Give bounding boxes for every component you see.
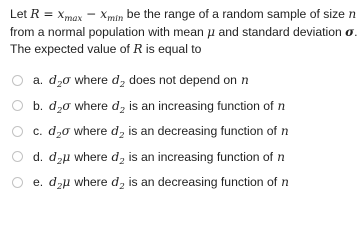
option-letter: d.	[33, 149, 44, 164]
variable-R: R	[133, 42, 143, 56]
option-where: where	[74, 73, 108, 88]
variable-n: n	[281, 175, 289, 190]
option-b[interactable]	[12, 93, 350, 119]
variable-n: n	[240, 73, 249, 88]
option-letter: c.	[33, 124, 43, 139]
option-a[interactable]	[12, 68, 350, 94]
question-line-2-text-a: from a normal population with mean	[10, 24, 204, 39]
question-line-3	[10, 41, 350, 59]
option-d2: $d_2$	[111, 98, 126, 116]
radio-button[interactable]	[12, 75, 23, 86]
option-letter: b.	[33, 98, 44, 113]
option-where: where	[74, 124, 108, 139]
radio-button[interactable]	[12, 177, 23, 188]
question-line-3-text-b: is equal to	[145, 42, 202, 56]
variable-n: n	[277, 149, 285, 164]
period: .	[354, 24, 358, 39]
radio-button[interactable]	[12, 126, 23, 137]
option-d2: $d_2$	[111, 124, 125, 142]
option-text: is an increasing function of	[129, 98, 274, 113]
question-line-2-text-b: and standard deviation	[218, 24, 342, 39]
question-line-1	[10, 6, 357, 24]
variable-mu: μ	[207, 24, 216, 39]
radio-button[interactable]	[12, 151, 23, 162]
variable-n: n	[280, 124, 289, 139]
question-line-1-text: be the range of a random sample of size	[126, 7, 345, 21]
equals-sign: =	[39, 7, 58, 21]
option-c[interactable]	[12, 119, 350, 145]
option-d2: $d_2$	[111, 149, 125, 167]
option-letter: e.	[33, 175, 44, 190]
variable-n: n	[277, 98, 286, 113]
option-where: where	[74, 175, 108, 190]
x-min: $x_{min}$	[100, 7, 124, 24]
option-d[interactable]	[12, 144, 350, 170]
variable-R: R	[30, 7, 40, 21]
option-text: is an increasing function of	[128, 149, 274, 164]
option-letter: a.	[33, 73, 44, 88]
option-text: is an decreasing function of	[128, 124, 277, 139]
option-expression: $d_2\mu$	[49, 175, 71, 193]
option-text: does not depend on	[129, 73, 237, 88]
question-line-2	[10, 24, 358, 42]
minus-sign: −	[82, 7, 101, 21]
answer-options	[10, 68, 350, 196]
option-expression: $d_2\mu$	[49, 149, 71, 167]
x-max: $x_{max}$	[57, 7, 83, 24]
option-where: where	[74, 98, 108, 113]
option-expression: $d_2\sigma$	[48, 124, 71, 142]
option-expression: $d_2\sigma$	[49, 98, 71, 116]
option-text: is an decreasing function of	[128, 175, 278, 190]
variable-sigma: σ	[345, 24, 355, 39]
variable-n: n	[348, 7, 357, 21]
option-expression: $d_2\sigma$	[49, 73, 71, 91]
question-text	[10, 6, 358, 59]
option-e[interactable]	[12, 170, 350, 196]
option-where: where	[74, 149, 108, 164]
option-d2: $d_2$	[111, 175, 125, 193]
question-prefix: Let	[10, 7, 27, 21]
question-line-3-text: The expected value of	[10, 42, 130, 56]
option-d2: $d_2$	[111, 73, 126, 91]
radio-button[interactable]	[12, 100, 23, 111]
